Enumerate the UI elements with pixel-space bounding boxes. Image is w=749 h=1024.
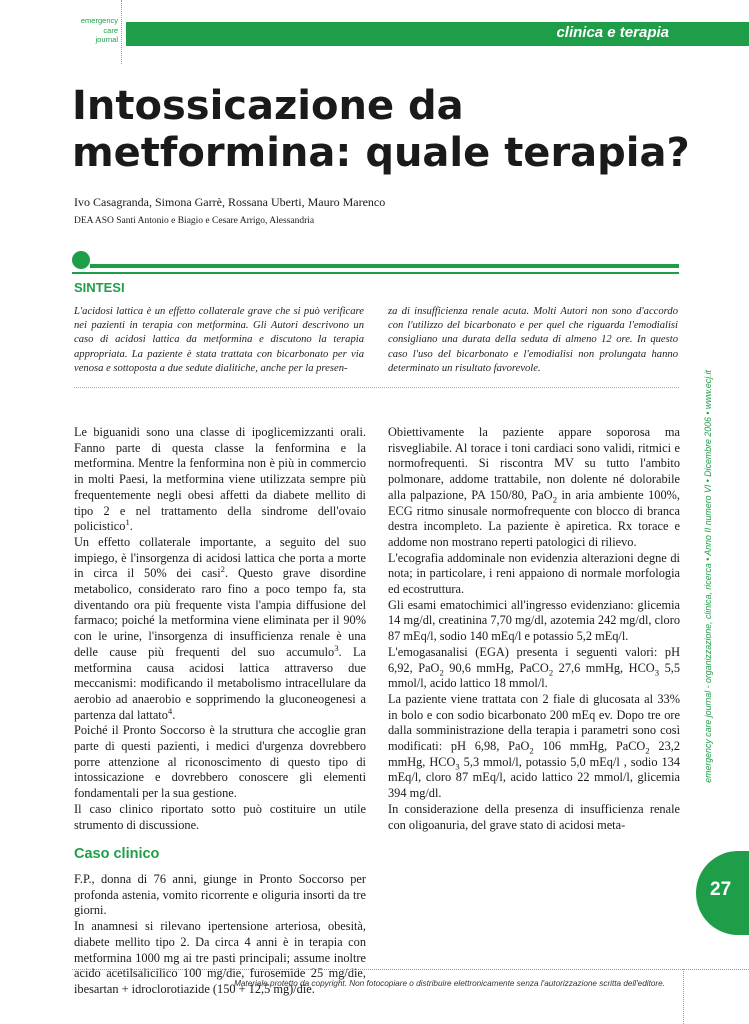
abstract-divider xyxy=(74,387,679,388)
reference-marker: 3 xyxy=(334,642,339,653)
body-paragraph: L'ecografia addominale non evidenzia alterazioni degne di nota; in particolare, i reni appaiono di normale morfologia ed ecostruttura. xyxy=(388,550,680,597)
body-paragraph: Gli esami ematochimici all'ingresso evidenziano: glicemia 14 mg/dl, creatinina 7,70 mg/dl, azotemia 242 mg/dl, cloro 87 mEq/l, sodio 140 mEq/l e potassio 5,2 mEq/l. xyxy=(388,597,680,644)
page-number-tab xyxy=(696,851,749,935)
footer-rule xyxy=(72,969,749,970)
section-rule xyxy=(90,264,679,268)
section-marker-dot xyxy=(72,251,90,269)
page-number: 27 xyxy=(710,879,732,900)
footer-divider xyxy=(683,969,684,1024)
journal-tag-line: journal xyxy=(95,35,118,44)
body-paragraph: L'emogasanalisi (EGA) presenta i seguenti valori: pH 6,92, PaO$_2$ 90,6 mmHg, PaCO$_2$ 27,6 mmHg, $HCO_3$ 5,5 mmol/l, acido lattico 18 mmol/l. xyxy=(388,644,680,691)
abstract-column-left: L'acidosi lattica è un effetto collaterale grave che si può verificare nei pazienti in terapia con metformina. Gli Autori descrivono un caso di acidosi lattica da metformina e discutono la terapia appropriata. La paziente è stata trattata con bicarbonato per via venosa e sottoposta a due sedute dialitiche, anche per la presen- xyxy=(74,306,364,374)
section-rule-thin xyxy=(72,272,679,274)
case-heading: Caso clinico xyxy=(74,846,160,863)
reference-marker: 1 xyxy=(125,517,130,528)
body-paragraph: La paziente viene trattata con 2 fiale di glucosata al 33% in bolo e con sodio bicarbonato 200 mEq ev. Dopo tre ore dalla somministrazione della terapia i parametri sono così modificati: pH 6,98, PaO$_2$ 106 mmHg, PaCO$_2$ 23,2 mmHg, $HCO_3$ 5,3 mmol/l, potassio 5,0 mEq/l , sodio 134 mEq/l, cloro 87 mEq/l, acido lattico 22 mmol/l, glicemia 394 mg/dl. xyxy=(388,691,680,801)
body-column-right xyxy=(388,425,680,833)
header-divider xyxy=(121,0,122,64)
reference-marker: 4 xyxy=(167,705,173,716)
journal-tag xyxy=(60,16,118,45)
body-paragraph: In anamnesi si rilevano ipertensione arteriosa, obesità, diabete mellito tipo 2. Da circa 4 anni è in terapia con metformina 1000 mg ai tre pasti principali; assume inoltre acido acetilsalicilico 100 mg/die, furosemide 25 mg/die, ibesartan + idroclorotiazide (150 + 12,5 mg)/die. xyxy=(74,919,366,996)
body-paragraph: F.P., donna di 76 anni, giunge in Pronto Soccorso per profonda astenia, vomito ricorrente e oliguria insorti da tre giorni. xyxy=(74,871,366,918)
body-paragraph: Poiché il Pronto Soccorso è la struttura che accoglie gran parte di questi pazienti, i medici d'urgenza dovrebbero porre attenzione al riconoscimento di questo tipo di intossicazione e dovrebbero conoscere gli elementi fondamentali per la sua gestione. xyxy=(74,723,366,801)
affiliation: DEA ASO Santi Antonio e Biagio e Cesare Arrigo, Alessandria xyxy=(74,216,315,226)
abstract-heading: SINTESI xyxy=(74,280,125,295)
journal-tag-line: care xyxy=(103,25,118,35)
body-paragraph: Obiettivamente la paziente appare soporosa ma risvegliabile. Al torace i toni cardiaci sono validi, ritmici e normofrequenti. Si riscontra MV su tutto l'ambito polmonare, addome trattabile, non dolente né dolorabile alla palpazione, PA 150/80, PaO$_2$ in aria ambiente 100%, ECG ritmo sinusale normofrequente con blocco di branca destra incompleto. La paziente è apiretica. Rx torace e addome non mostrano reperti patologici di rilievo. xyxy=(388,425,680,549)
body-paragraph: In considerazione della presenza di insufficienza renale con oligoanuria, del grave stato di acidosi meta- xyxy=(388,801,680,832)
body-paragraph: Un effetto collaterale importante, a seguito del suo impiego, è l'insorgenza di acidosi lattica che porta a morte in circa il 50% dei casi$^2$. Questo grave disordine metabolico, considerato raro fino a poco tempo fa, sta diventando ora più frequente vista l'ampia diffusione del farmaco; poiché la metformina viene eliminata per il 90% con le urine, l'insorgenza di insufficienza renale è una delle cause più frequenti del suo accumulo$^3$. La metformina causa acidosi lattica attraverso due meccanismi: modificando il metabolismo intracellulare da aerobio ad anaerobio e sopprimendo la gluconeogenesi a partenza dal lattato$^4$. xyxy=(74,534,366,722)
body-paragraph: Le biguanidi sono una classe di ipoglicemizzanti orali. Fanno parte di questa classe la fenformina e la metformina. Mentre la fenformina non è più in commercio in molti Paesi, la metformina viene utilizzata sempre più frequentemente negli obesi affetti da diabete mellito di tipo 2 e nel trattamento della sindrome dell'ovaio policistico$^1$. xyxy=(74,425,366,534)
section-label: clinica e terapia xyxy=(556,24,669,41)
body-paragraph: Il caso clinico riportato sotto può costituire un utile strumento di discussione. xyxy=(74,801,366,832)
section-header-bar xyxy=(126,22,749,46)
journal-tag-line: emergency xyxy=(80,16,118,25)
copyright-notice: Materiale protetto da copyright. Non fotocopiare o distribuire elettronicamente senza l'autorizzazione scritta dell'editore. xyxy=(234,979,665,988)
reference-marker: 2 xyxy=(220,564,225,575)
article-title: Intossicazione da metformina: quale terapia? xyxy=(72,83,690,176)
journal-sidebar-text: emergency care journal - organizzazione, clinica, ricerca • Anno II numero VI • Dicembre 2006 • www.ecj.it xyxy=(703,370,713,783)
authors: Ivo Casagranda, Simona Garrè, Rossana Uberti, Mauro Marenco xyxy=(74,195,386,209)
abstract-column-right: za di insufficienza renale acuta. Molti Autori non sono d'accordo con l'utilizzo del bicarbonato e per quel che riguarda l'emodialisi consigliano una durata della seduta di almeno 12 ore. In questo caso l'uso del bicarbonato e l'emodialisi non prolungata hanno determinato un risultato favorevole. xyxy=(388,306,678,374)
body-column-left xyxy=(74,425,366,998)
